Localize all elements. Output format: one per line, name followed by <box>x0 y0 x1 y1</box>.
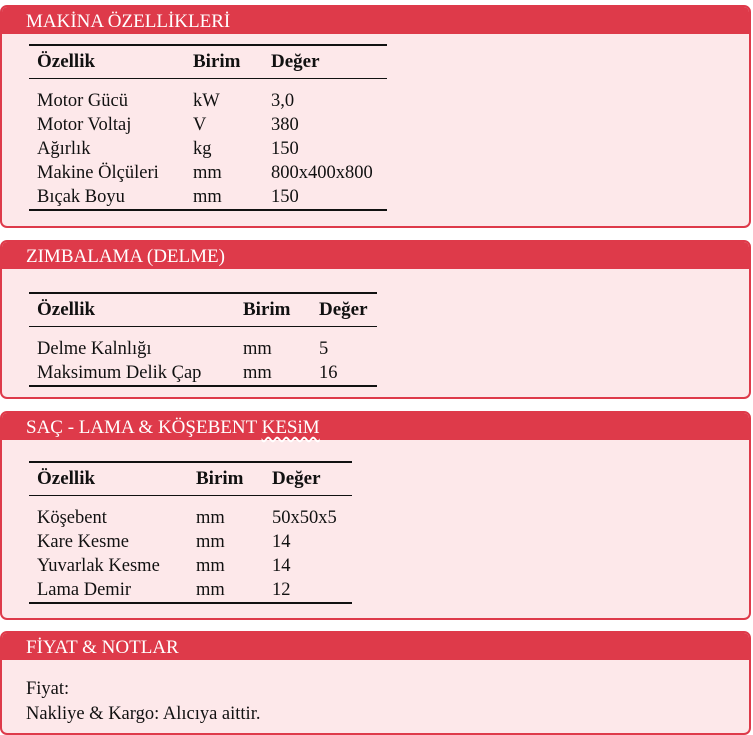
table-cell: V <box>193 115 207 135</box>
table-cell: Yuvarlak Kesme <box>37 556 160 576</box>
table-cell: 5 <box>319 339 329 359</box>
column-header: Özellik <box>37 468 96 489</box>
table-cell: Lama Demir <box>37 580 131 600</box>
column-header: Birim <box>243 299 291 320</box>
section-title: ZIMBALAMA (DELME) <box>2 242 749 269</box>
table-row <box>29 554 352 578</box>
table-header-row <box>29 293 377 327</box>
table-cell: Bıçak Boyu <box>37 187 125 207</box>
column-header: Birim <box>196 468 244 489</box>
table-cell: Motor Gücü <box>37 91 128 111</box>
table-cell: mm <box>196 508 225 528</box>
shipping-line: Nakliye & Kargo: Alıcıya aittir. <box>26 704 261 724</box>
table-cell: 12 <box>272 580 291 600</box>
table-cell: kg <box>193 139 212 159</box>
table-cell: mm <box>193 163 222 183</box>
cutting-box <box>0 411 751 620</box>
column-header: Değer <box>319 299 368 320</box>
table-cell: 14 <box>272 556 291 576</box>
table-cell: mm <box>196 580 225 600</box>
table-cell: 150 <box>271 187 299 207</box>
table-header-row <box>29 462 352 496</box>
table-cell: Köşebent <box>37 508 107 528</box>
table-cell: Ağırlık <box>37 139 91 159</box>
table-row <box>29 530 352 554</box>
section-title: FİYAT & NOTLAR <box>2 633 749 660</box>
table-cell: mm <box>193 187 222 207</box>
price-notes-box <box>0 631 751 735</box>
section-title-text: SAÇ - LAMA & KÖŞEBENT <box>26 417 262 438</box>
table-row <box>29 89 387 113</box>
table-cell: mm <box>243 339 272 359</box>
punching-box <box>0 240 751 399</box>
price-line: Fiyat: <box>26 679 70 699</box>
table-row <box>29 361 377 386</box>
table-cell: 50x50x5 <box>272 508 337 528</box>
table-cell: Makine Ölçüleri <box>37 163 159 183</box>
notes-body <box>26 677 260 727</box>
table-cell: 150 <box>271 139 299 159</box>
table-cell: 380 <box>271 115 299 135</box>
machine-specs-box <box>0 5 751 228</box>
table-cell: mm <box>196 556 225 576</box>
table-row <box>29 578 352 603</box>
column-header: Birim <box>193 51 241 72</box>
column-header: Özellik <box>37 299 96 320</box>
table-cell: 14 <box>272 532 291 552</box>
column-header: Değer <box>271 51 320 72</box>
table-cell: Motor Voltaj <box>37 115 132 135</box>
table-row <box>29 113 387 137</box>
table-cell: kW <box>193 91 220 111</box>
column-header: Özellik <box>37 51 96 72</box>
section-title <box>2 413 749 440</box>
table-cell: Maksimum Delik Çap <box>37 363 202 383</box>
table-header-row <box>29 45 387 79</box>
section-title-text: KESiM <box>261 417 320 438</box>
punching-table <box>29 292 377 387</box>
table-cell: 16 <box>319 363 338 383</box>
table-cell: Delme Kalnlığı <box>37 339 152 359</box>
cutting-table <box>29 461 352 604</box>
table-row <box>29 185 387 210</box>
table-cell: mm <box>243 363 272 383</box>
table-cell: 800x400x800 <box>271 163 373 183</box>
table-cell: mm <box>196 532 225 552</box>
table-cell: 3,0 <box>271 91 295 111</box>
table-cell: Kare Kesme <box>37 532 129 552</box>
table-row <box>29 506 352 530</box>
section-title: MAKİNA ÖZELLİKLERİ <box>2 7 749 34</box>
column-header: Değer <box>272 468 321 489</box>
machine-specs-table <box>29 44 387 211</box>
table-row <box>29 337 377 361</box>
table-row <box>29 161 387 185</box>
table-row <box>29 137 387 161</box>
